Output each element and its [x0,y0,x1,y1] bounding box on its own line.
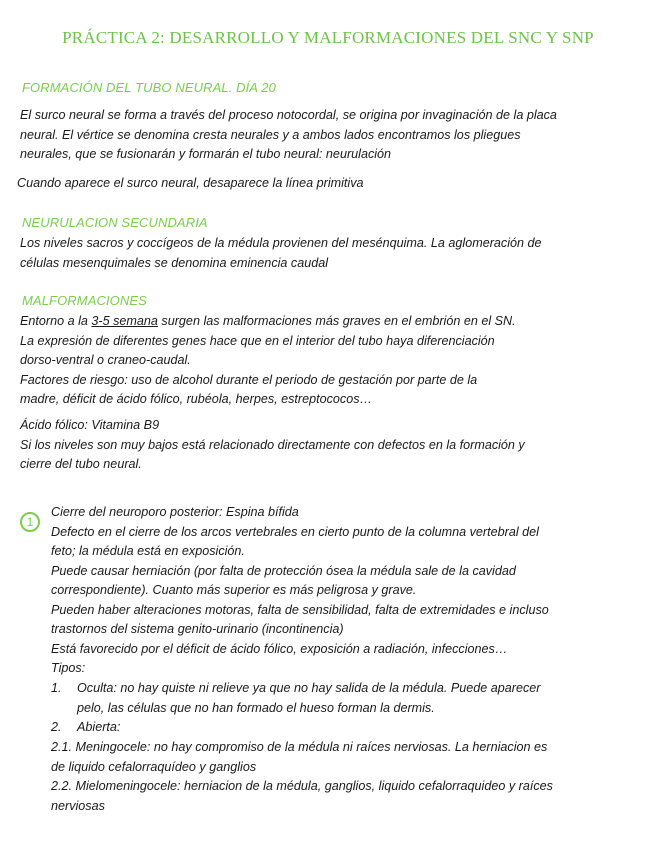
text-line: Factores de riesgo: uso de alcohol durante el periodo de gestación por parte de la [20,372,478,387]
text-line: Tipos: [51,661,86,675]
paragraph-surco-neural [20,106,557,165]
text-line: 2.2. Mielomeningocele: herniacion de la médula, ganglios, liquido cefalorraquideo y raíces [51,779,553,793]
text-line: nerviosas [51,798,105,813]
text-line: Oculta: no hay quiste ni relieve ya que no hay salida de la médula. Puede aparecer [77,681,541,695]
text-line: dorso-ventral o craneo-caudal. [20,353,191,367]
text-line: Pueden haber alteraciones motoras, falta de sensibilidad, falta de extremidades e incluso [51,602,549,617]
text-line: correspondiente). Cuanto más superior es más peligrosa y grave. [51,583,417,597]
paragraph-linea-primitiva [17,174,364,194]
text-line: feto; la médula está en exposición. [51,544,245,558]
text-line: cierre del tubo neural. [20,457,142,471]
text-line: Cuando aparece el surco neural, desaparece la línea primitiva [17,176,364,190]
text-line: de liquido cefalorraquídeo y ganglios [51,759,257,774]
list-number: 1. [51,681,62,695]
text-line: El surco neural se forma a través del proceso notocordal, se origina por invaginación de la placa [20,108,557,122]
text-line: Defecto en el cierre de los arcos vertebrales en cierto punto de la columna vertebral del [51,524,539,539]
text-line: Puede causar herniación (por falta de protección ósea la médula sale de la cavidad [51,563,516,578]
list-item-abierta: Abierta: [77,720,121,734]
paragraph-malformaciones [20,312,516,410]
underlined-weeks: 3-5 semana [91,314,158,328]
page-title: PRÁCTICA 2: DESARROLLO Y MALFORMACIONES DEL SNC Y SNP [62,28,594,47]
list-number: 2. [51,720,62,734]
paragraph-acido-folico [20,416,525,475]
item-espina-bifida [51,503,549,679]
text-line: trastornos del sistema genito-urinario (incontinencia) [51,622,344,636]
heading-neurulacion-secundaria: NEURULACION SECUNDARIA [22,215,208,230]
text-line: 2.1. Meningocele: no hay compromiso de la médula ni raíces nerviosas. La herniacion es [51,740,548,754]
text-line: Entorno a la 3-5 semana surgen las malformaciones más graves en el embrión en el SN. [20,314,516,328]
heading-tubo-neural: FORMACIÓN DEL TUBO NEURAL. DÍA 20 [22,80,276,95]
text-line: Los niveles sacros y coccígeos de la médula provienen del mesénquima. La aglomeración de [20,236,542,250]
text-line: Cierre del neuroporo posterior: Espina bífida [51,505,299,519]
text-line: neural. El vértice se denomina cresta neurales y a ambos lados encontramos los pliegues [20,127,521,142]
text-line: neurales, que se fusionarán y formarán el tubo neural: neurulación [20,147,392,161]
text-line: pelo, las células que no han formado el hueso forman la dermis. [77,700,435,715]
heading-malformaciones: MALFORMACIONES [22,293,147,308]
text-line: Si los niveles son muy bajos está relacionado directamente con defectos en la formación y [20,437,525,452]
number-badge: 1 [20,512,40,532]
paragraph-neurulacion-secundaria [20,234,542,273]
text-line: La expresión de diferentes genes hace que en el interior del tubo haya diferenciación [20,333,495,348]
text-line: Está favorecido por el déficit de ácido fólico, exposición a radiación, infecciones… [51,641,508,656]
list-item-oculta [77,679,540,718]
text-line: madre, déficit de ácido fólico, rubéola, herpes, estreptococos… [20,392,373,406]
text-line: Ácido fólico: Vitamina B9 [20,418,160,432]
text-line: células mesenquimales se denomina eminencia caudal [20,255,329,270]
sub-list-abierta [51,738,553,816]
